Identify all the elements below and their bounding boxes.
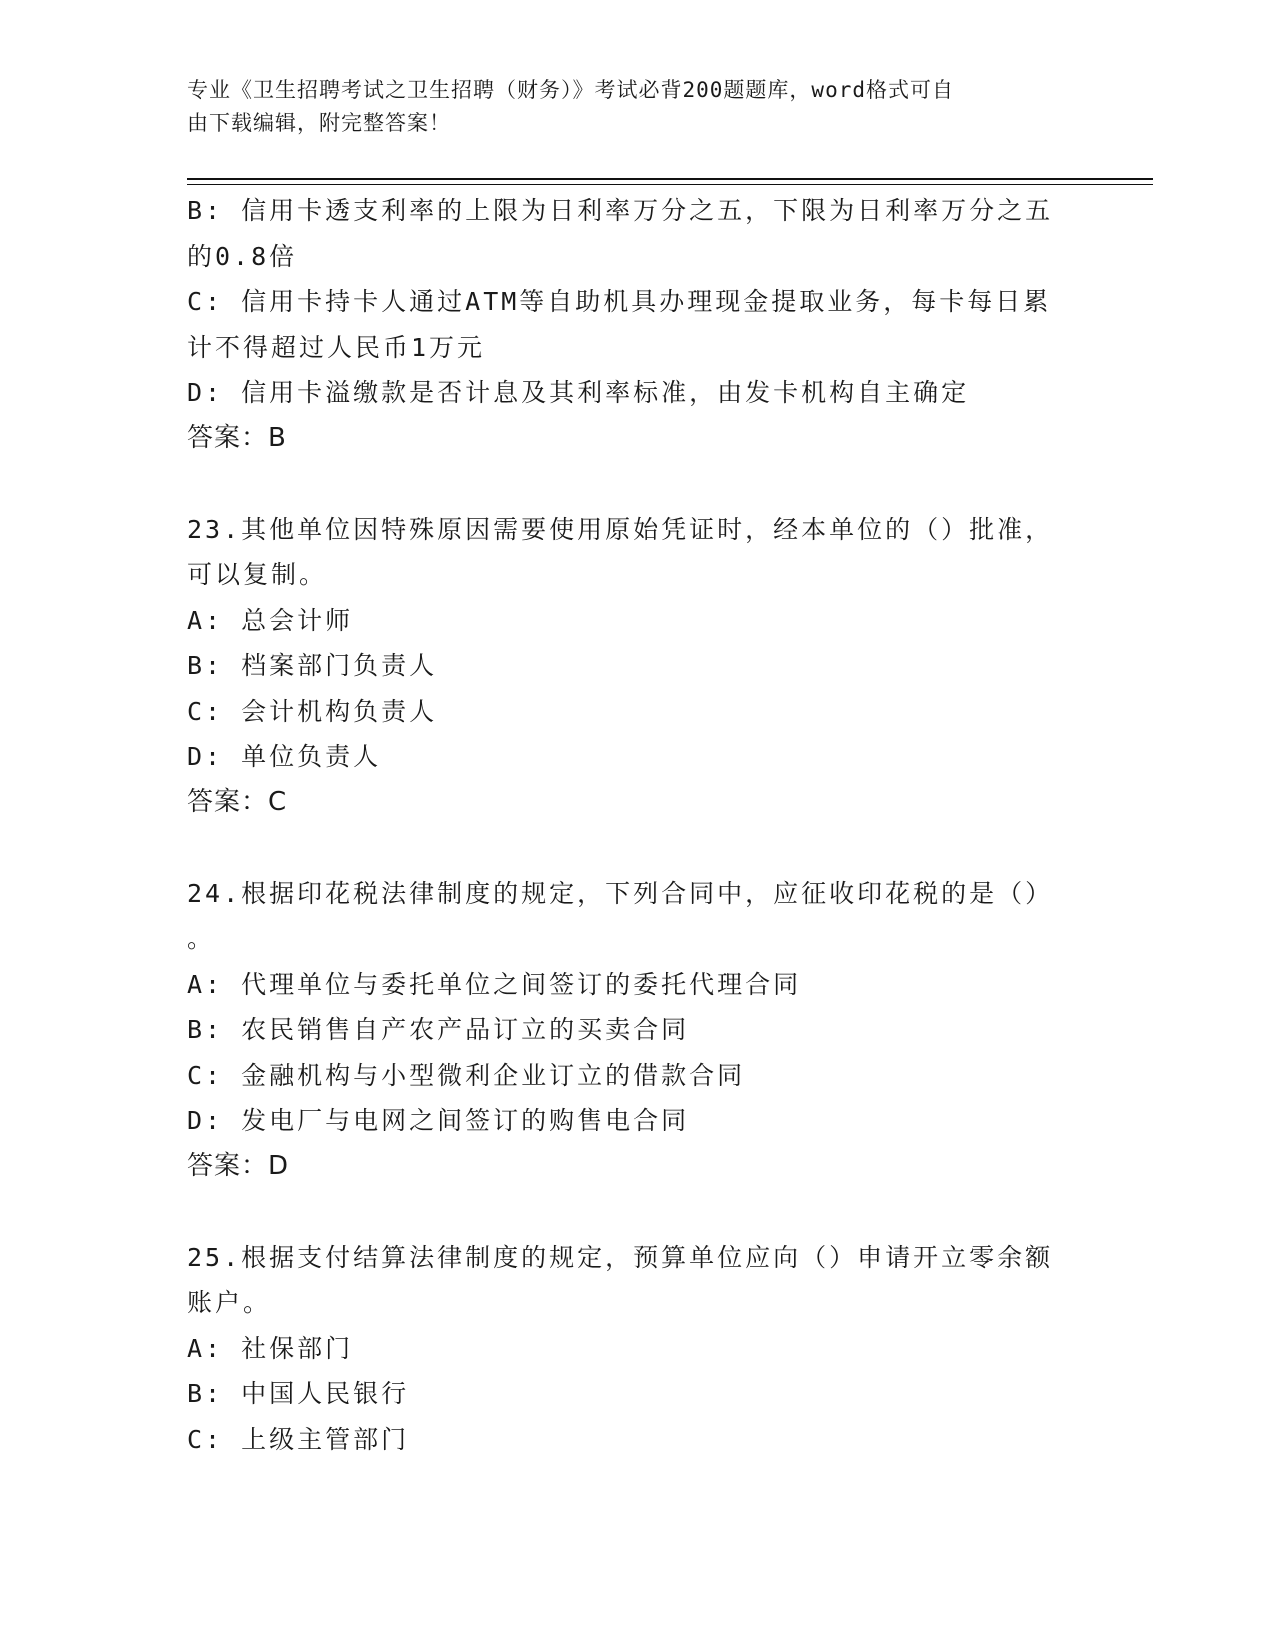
header-divider-thin [187, 184, 1153, 185]
document-header [187, 74, 1067, 140]
answer-value: B [268, 422, 287, 453]
question-stem-line-2: 账户。 [187, 1288, 272, 1317]
answer-line [187, 416, 1087, 462]
spacer [187, 461, 1087, 507]
document-body [187, 188, 1087, 1462]
option-c: C: 上级主管部门 [187, 1424, 410, 1454]
spacer [187, 1189, 1087, 1235]
answer-value: D [268, 1150, 290, 1181]
option-c-line-1: C: 信用卡持卡人通过ATM等自助机具办理现金提取业务，每卡每日累 [187, 287, 1052, 316]
question-fragment [187, 188, 1087, 461]
option-c: C: 金融机构与小型微利企业订立的借款合同 [187, 1060, 746, 1090]
answer-label: 答案： [187, 786, 269, 817]
answer-label: 答案： [187, 422, 269, 453]
option-d: D: 信用卡溢缴款是否计息及其利率标准，由发卡机构自主确定 [187, 378, 970, 407]
answer-line [187, 1144, 1087, 1190]
option-d: D: 单位负责人 [187, 742, 382, 771]
option-b-line-2: 的0.8倍 [187, 241, 298, 271]
answer-line [187, 780, 1087, 826]
option-c-line-2: 计不得超过人民币1万元 [187, 332, 486, 362]
option-b: B: 中国人民银行 [187, 1379, 410, 1408]
option-b-line-1: B: 信用卡透支利率的上限为日利率万分之五，下限为日利率万分之五 [187, 196, 1054, 225]
option-c: C: 会计机构负责人 [187, 696, 438, 726]
option-d: D: 发电厂与电网之间签订的购售电合同 [187, 1106, 690, 1135]
question-stem-line-2: 。 [187, 924, 216, 953]
header-line-1: 专业《卫生招聘考试之卫生招聘（财务）》考试必背200题题库，word格式可自 [187, 78, 954, 102]
question-stem-line-1: 23.其他单位因特殊原因需要使用原始凭证时，经本单位的（）批准， [187, 514, 1054, 544]
spacer [187, 825, 1087, 871]
header-divider-thick [187, 178, 1153, 180]
answer-value: C [268, 786, 288, 817]
question-stem-line-1: 24.根据印花税法律制度的规定，下列合同中，应征收印花税的是（） [187, 878, 1054, 908]
header-line-2: 由下载编辑，附完整答案！ [187, 111, 451, 135]
question-stem-line-1: 25.根据支付结算法律制度的规定，预算单位应向（）申请开立零余额 [187, 1242, 1054, 1272]
option-a: A: 总会计师 [187, 605, 354, 635]
question-stem-line-2: 可以复制。 [187, 560, 328, 589]
question-24 [187, 871, 1087, 1190]
question-23 [187, 507, 1087, 826]
option-b: B: 农民销售自产农产品订立的买卖合同 [187, 1015, 690, 1044]
answer-label: 答案： [187, 1150, 269, 1181]
option-b: B: 档案部门负责人 [187, 651, 438, 680]
option-a: A: 代理单位与委托单位之间签订的委托代理合同 [187, 969, 802, 999]
option-a: A: 社保部门 [187, 1333, 354, 1363]
question-25 [187, 1235, 1087, 1463]
